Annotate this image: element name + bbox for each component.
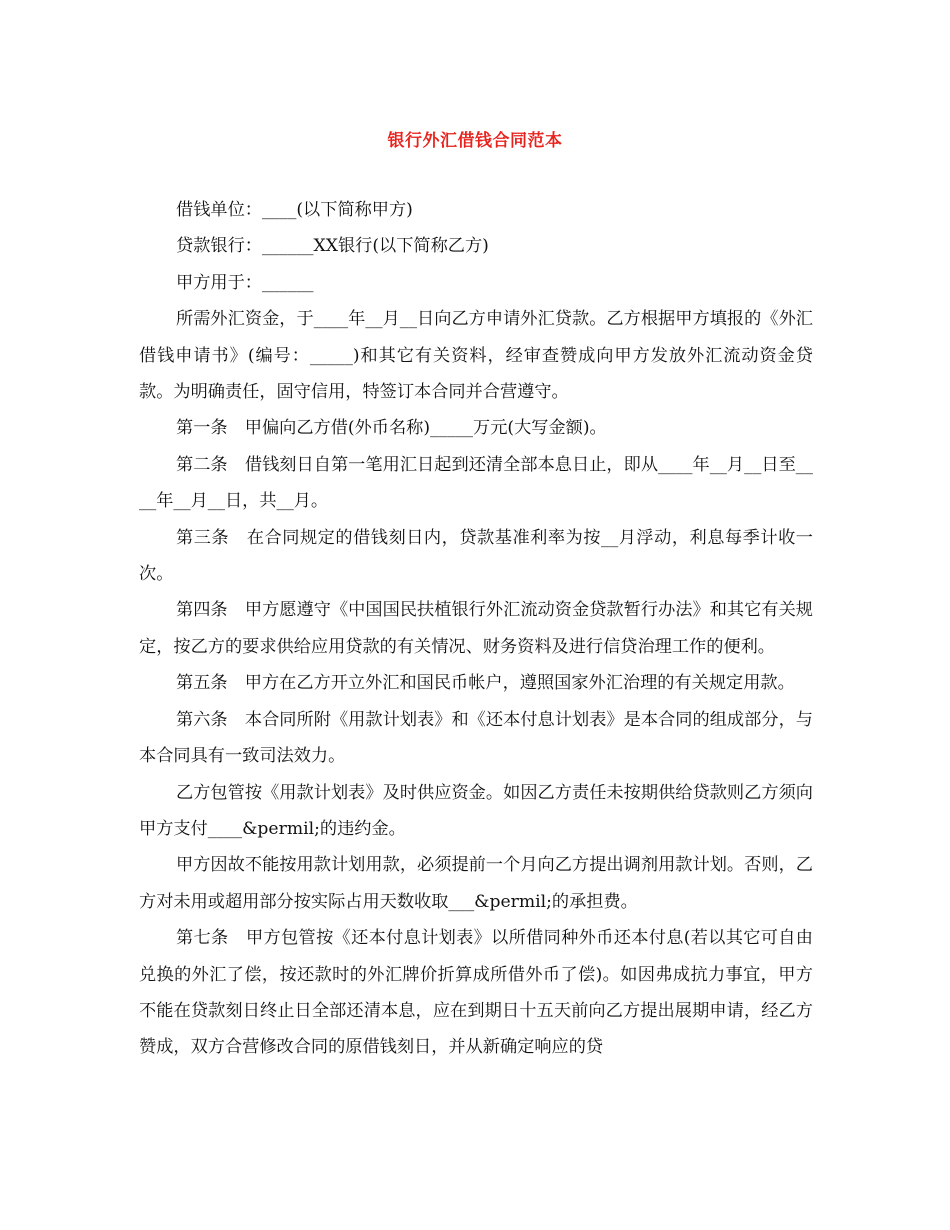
paragraph-article-5: 第五条 甲方在乙方开立外汇和国民币帐户，遵照国家外汇治理的有关规定用款。	[176, 673, 795, 694]
paragraph-article-7: 第七条 甲方包管按《还本付息计划表》以所借同种外币还本付息(若以其它可自由兑换的外汇了偿，按还款时的外汇牌价折算成所借外币了偿)。如因弗成抗力事宜，甲方不能在贷款刻日终止日全部还清本息，应在到期日十五天前向乙方提出展期申请，经乙方赞成，双方合营修改合同的原借钱刻日，并从新确定响应的贷	[139, 928, 813, 1058]
paragraph-lender-bank: 贷款银行：______XX银行(以下简称乙方)	[176, 236, 489, 257]
paragraph-article-3: 第三条 在合同规定的借钱刻日内，贷款基准利率为按__月浮动，利息每季计收一次。	[139, 527, 813, 585]
paragraph-borrower: 借钱单位：____(以下简称甲方)	[176, 200, 413, 220]
paragraph-preamble: 所需外汇资金，于____年__月__日向乙方申请外汇贷款。乙方根据甲方填报的《外汇借钱申请书》(编号：_____)和其它有关资料，经审查赞成向甲方发放外汇流动资金贷款。为明确责任，固守信用，特签订本合同并合营遵守。	[139, 309, 813, 403]
document-title: 银行外汇借钱合同范本	[387, 131, 563, 151]
document-body	[139, 192, 813, 1066]
paragraph-article-2: 第二条 借钱刻日自第一笔用汇日起到还清全部本息日止，即从____年__月__日至____年__月__日，共__月。	[139, 454, 813, 512]
paragraph-article-4: 第四条 甲方愿遵守《中国国民扶植银行外汇流动资金贷款暂行办法》和其它有关规定，按乙方的要求供给应用贷款的有关情况、财务资料及进行信贷治理工作的便利。	[139, 600, 813, 657]
paragraph-article-6-borrower: 甲方因故不能按用款计划用款，必须提前一个月向乙方提出调剂用款计划。否则，乙方对未用或超用部分按实际占用天数收取___&permil;的承担费。	[139, 855, 813, 912]
paragraph-article-1: 第一条 甲偏向乙方借(外币名称)_____万元(大写金额)。	[176, 418, 607, 439]
paragraph-article-6-lender: 乙方包管按《用款计划表》及时供应资金。如因乙方责任未按期供给贷款则乙方须向甲方支付____&permil;的违约金。	[139, 782, 813, 839]
paragraph-purpose: 甲方用于：______	[176, 272, 314, 293]
paragraph-article-6: 第六条 本合同所附《用款计划表》和《还本付息计划表》是本合同的组成部分，与本合同具有一致司法效力。	[139, 709, 813, 767]
